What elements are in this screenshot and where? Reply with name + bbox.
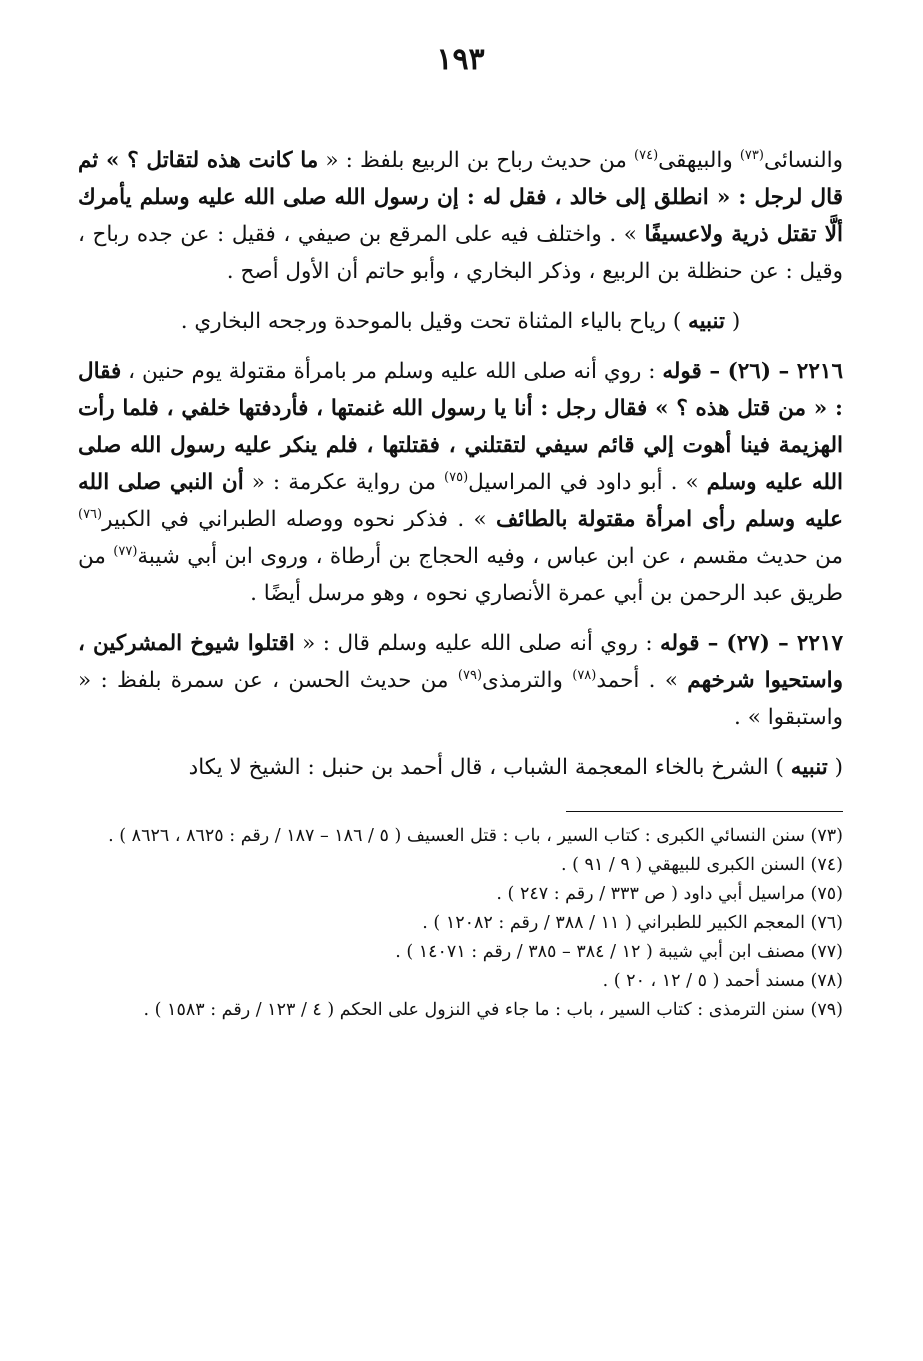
note-paragraph <box>78 749 843 786</box>
bold-text: اقتلوا شيوخ المشركين ، واستحيوا شرخهم <box>78 631 843 693</box>
bold-text: تنبيه <box>688 309 726 334</box>
footnote-divider <box>566 811 843 812</box>
footnote: (٧٩) سنن الترمذى : كتاب السير ، باب : ما جاء في النزول على الحكم ( ٤ / ١٢٣ / رقم : ١٥٨٣ ) . <box>143 1000 843 1020</box>
main-text <box>78 142 843 786</box>
footnote: (٧٦) المعجم الكبير للطبراني ( ١١ / ٣٨٨ / رقم : ١٢٠٨٢ ) . <box>422 913 843 933</box>
text-run: » . فذكر نحوه ووصله الطبراني في الكبير <box>102 507 497 532</box>
hadith-2216-paragraph <box>78 353 843 612</box>
text-run: ) رياح بالياء المثناة تحت وقيل بالموحدة ورجحه البخاري . <box>180 309 689 334</box>
footnote: (٧٣) سنن النسائي الكبرى : كتاب السير ، باب : قتل العسيف ( ٥ / ١٨٦ – ١٨٧ / رقم : ٨٦٢٥ ، ٨٦٢٦ ) . <box>108 826 843 846</box>
footnote-ref: (٧٩) <box>457 667 483 683</box>
footnote: (٧٥) مراسيل أبي داود ( ص ٣٣٣ / رقم : ٢٤٧ ) . <box>496 884 843 904</box>
text-run: من حديث الحسن ، عن سمرة بلفظ : « واستبقوا » . <box>78 668 843 730</box>
paragraph <box>78 142 843 290</box>
footnote-ref: (٧٥) <box>444 469 469 485</box>
text-run: : روي أنه صلى الله عليه وسلم قال : « <box>294 631 661 656</box>
footnote-ref: (٧٦) <box>78 506 103 522</box>
bold-text: ٢٢١٦ – (٢٦) – قوله <box>662 359 843 384</box>
footnote: (٧٨) مسند أحمد ( ٥ / ١٢ ، ٢٠ ) . <box>602 971 843 991</box>
page-number: ١٩٣ <box>436 42 485 77</box>
text-run: من حديث مقسم ، عن ابن عباس ، وفيه الحجاج بن أرطاة ، وروى ابن أبي شيبة <box>137 544 843 569</box>
footnote-ref: (٧٤) <box>634 147 659 163</box>
bold-text: تنبيه <box>790 755 828 780</box>
text-run: » . أحمد <box>596 668 688 693</box>
bold-text: أن النبي صلى الله عليه وسلم رأى امرأة مقتولة بالطائف <box>78 470 844 532</box>
text-run: من حديث رباح بن الربيع بلفظ : « <box>318 148 635 173</box>
text-run: » . أبو داود في المراسيل <box>468 470 707 495</box>
footnote-ref: (٧٧) <box>113 543 138 559</box>
bold-text: فقال : « من قتل هذه ؟ » فقال رجل : أنا يا رسول الله غنمتها ، فأردفتها خلفي ، فلما رأت الهزيمة فينا أهوت إلي قائم سيفي لتقتلني ، فقتلتها ، فلم ينكر عليه رسول الله صلى الله عليه وسلم <box>78 359 843 495</box>
bold-text: ٢٢١٧ – (٢٧) – قوله <box>660 631 844 656</box>
text-run: من رواية عكرمة : « <box>243 470 445 495</box>
footnote: (٧٧) مصنف ابن أبي شيبة ( ١٢ / ٣٨٤ – ٣٨٥ / رقم : ١٤٠٧١ ) . <box>395 942 843 962</box>
footnote-ref: (٧٣) <box>739 147 764 163</box>
bold-text: ما كانت هذه لتقاتل ؟ » ثم قال لرجل : « انطلق إلى خالد ، فقل له : إن رسول الله صلى الله عليه وسلم يأمرك ألَّا تقتل ذرية ولاعسيفًا <box>78 148 843 247</box>
text-run: ( <box>725 309 741 334</box>
footnotes <box>78 822 843 1025</box>
text-run: : روي أنه صلى الله عليه وسلم مر بامرأة مقتولة يوم حنين ، <box>121 359 663 384</box>
note-paragraph <box>78 303 843 340</box>
text-run: والبيهقى <box>658 148 740 173</box>
footnote-ref: (٧٨) <box>572 667 597 683</box>
document-page <box>78 40 843 1340</box>
text-run: والنسائى <box>763 148 843 173</box>
text-run: » . واختلف فيه على المرقع بن صيفي ، فقيل : عن جده رباح ، وقيل : عن حنظلة بن الربيع ، وذكر البخاري ، وأبو حاتم أن الأول أصح . <box>78 222 843 284</box>
text-run: ( <box>827 755 843 780</box>
text-run: والترمذى <box>482 668 573 693</box>
text-run: من طريق عبد الرحمن بن أبي عمرة الأنصاري نحوه ، وهو مرسل أيضًا . <box>78 544 843 606</box>
footnote: (٧٤) السنن الكبرى للبيهقي ( ٩ / ٩١ ) . <box>561 855 843 875</box>
hadith-2217-paragraph <box>78 625 843 736</box>
text-run: ) الشرخ بالخاء المعجمة الشباب ، قال أحمد بن حنبل : الشيخ لا يكاد <box>188 755 791 780</box>
